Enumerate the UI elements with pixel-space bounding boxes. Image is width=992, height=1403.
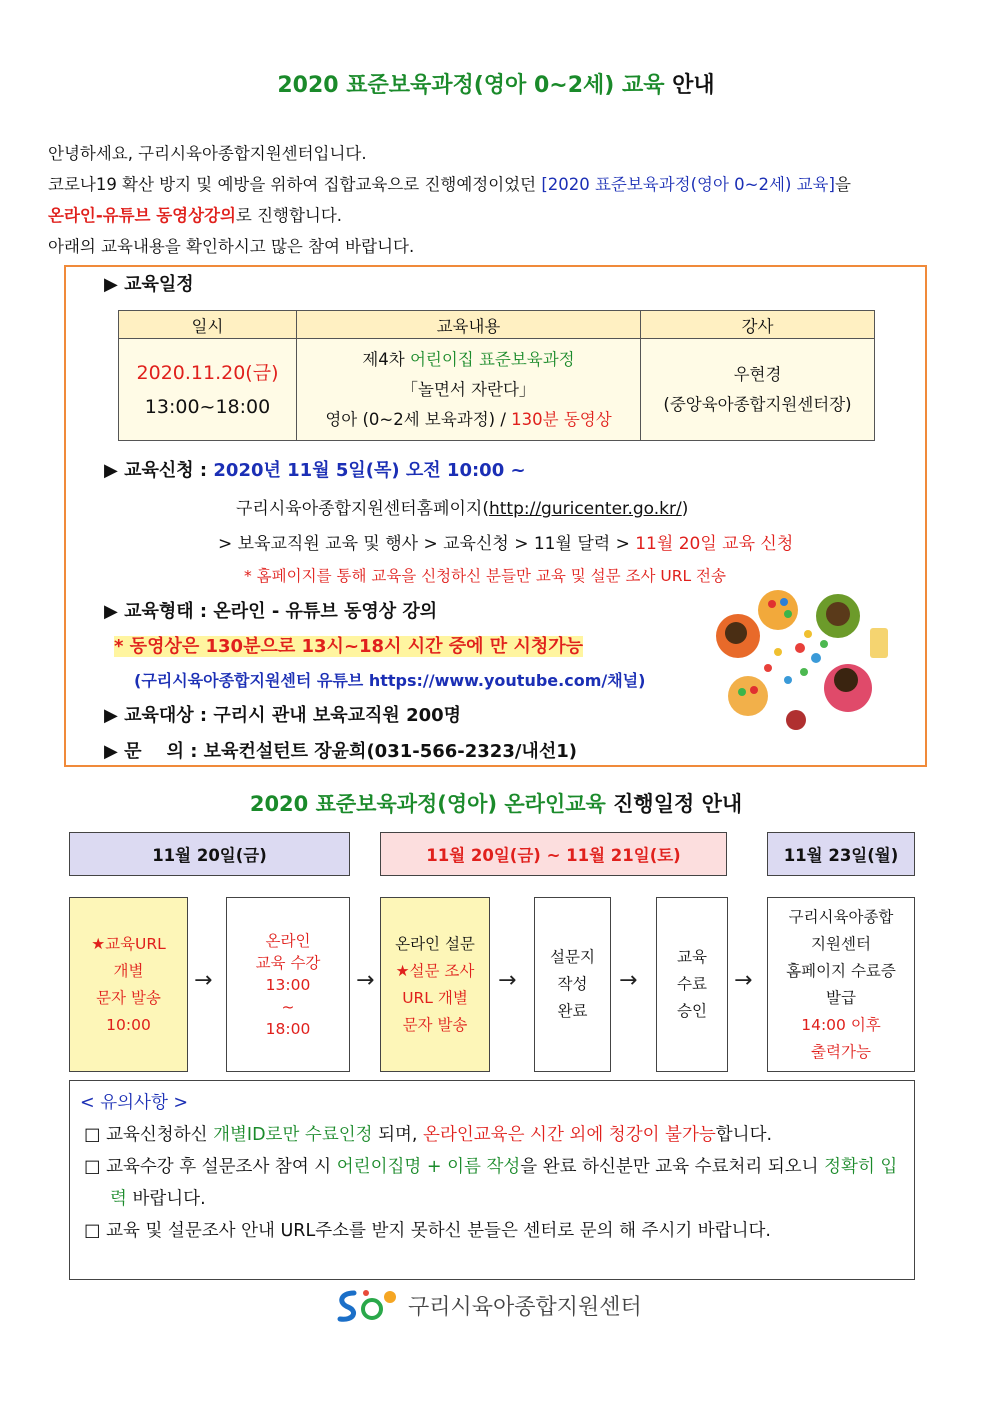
schedule-table (118, 310, 875, 441)
apply-site: 구리시육아종합지원센터홈페이지(http://guricenter.go.kr/) (236, 499, 689, 519)
format-row: ▶ 교육형태 : 온라인 - 유튜브 동영상 강의 (104, 601, 438, 622)
note-item: □ 교육신청하신 개별ID로만 수료인정 되며, 온라인교육은 시간 외에 청강이 불가능합니다. (84, 1125, 773, 1145)
format-note: * 동영상은 130분으로 13시~18시 시간 중에 만 시청가능 (114, 636, 584, 657)
schedule-heading: ▶ 교육일정 (104, 274, 194, 295)
step-survey-sms: 온라인 설문 ★설문 조사 URL 개별 문자 발송 (380, 897, 490, 1072)
contact-row: ▶ 문 의 : 보육컨설턴트 장윤희(031-566-2323/내선1) (104, 741, 577, 762)
notes-box (69, 1080, 915, 1280)
format-channel: (구리시육아종합지원센터 유튜브 https://www.youtube.com/채널) (134, 671, 646, 690)
schedule-lecturer-cell: 우현경 (중앙육아종합지원센터장) (641, 339, 875, 441)
step-certificate-issue: 구리시육아종합 지원센터 홈페이지 수료증 발급 14:00 이후 출력가능 (767, 897, 915, 1072)
apply-path: > 보육교직원 교육 및 행사 > 교육신청 > 11월 달력 > 11월 20일 교육 신청 (218, 534, 794, 554)
schedule-date-cell: 2020.11.20(금) 13:00~18:00 (119, 339, 297, 441)
notes-heading: < 유의사항 > (80, 1093, 189, 1113)
apply-row: ▶ 교육신청 : 2020년 11월 5일(목) 오전 10:00 ~ (104, 460, 526, 481)
schedule-header-date: 일시 (119, 311, 297, 339)
arrow-icon: → (619, 968, 638, 993)
arrow-icon: → (498, 968, 517, 993)
children-painting-illustration (708, 588, 894, 738)
paint-palette-icon (728, 676, 768, 716)
flow-day2-header: 11월 20일(금) ~ 11월 21일(토) (380, 832, 727, 876)
flow-day3-header: 11월 23일(월) (767, 832, 915, 876)
intro-paragraph: 안녕하세요, 구리시육아종합지원센터입니다. 코로나19 확산 방지 및 예방을 위하여 집합교육으로 진행예정이었던 [2020 표준보육과정(영아 0~2세) 교육]을 온라인-유튜브 동영상강의로 진행합니다. 아래의 교육내용을 확인하시고 많은 참여 바랍니다. (48, 144, 851, 256)
paint-palette-icon (758, 590, 798, 630)
arrow-icon: → (356, 968, 375, 993)
arrow-icon: → (734, 968, 753, 993)
step-completion-approval: 교육 수료 승인 (656, 897, 728, 1072)
page-title: 2020 표준보육과정(영아 0~2세) 교육 안내 (277, 73, 715, 98)
arrow-icon: → (194, 968, 213, 993)
paint-pot-icon (786, 710, 806, 730)
note-item: □ 교육수강 후 설문조사 참여 시 어린이집명 + 이름 작성을 완료 하신분만 교육 수료처리 되오니 정확히 입력 바랍니다. (84, 1157, 898, 1209)
flow-title: 2020 표준보육과정(영아) 온라인교육 진행일정 안내 (249, 792, 743, 816)
flow-day1-header: 11월 20일(금) (69, 832, 350, 876)
note-item: □ 교육 및 설문조사 안내 URL주소를 받지 못하신 분들은 센터로 문의 해 주시기 바랍니다. (84, 1221, 771, 1241)
step-url-sms: ★교육URL 개별 문자 발송 10:00 (69, 897, 188, 1072)
target-row: ▶ 교육대상 : 구리시 관내 보육교직원 200명 (104, 705, 462, 726)
schedule-header-lecturer: 강사 (641, 311, 875, 339)
schedule-header-content: 교육내용 (297, 311, 641, 339)
step-survey-complete: 설문지 작성 완료 (534, 897, 611, 1072)
schedule-content-cell: 제4차 어린이집 표준보육과정 「놀면서 자란다」 영아 (0~2세 보육과정) / 130분 동영상 (297, 339, 641, 441)
apply-note: * 홈페이지를 통해 교육을 신청하신 분들만 교육 및 설문 조사 URL 전송 (244, 567, 726, 585)
center-logo-icon (332, 1285, 400, 1325)
center-name: 구리시육아종합지원센터 (408, 1294, 642, 1320)
footer-logo (332, 1285, 672, 1325)
homepage-link[interactable]: http://guricenter.go.kr/ (488, 499, 682, 519)
step-online-class: 온라인 교육 수강 13:00 ~ 18:00 (226, 897, 350, 1072)
